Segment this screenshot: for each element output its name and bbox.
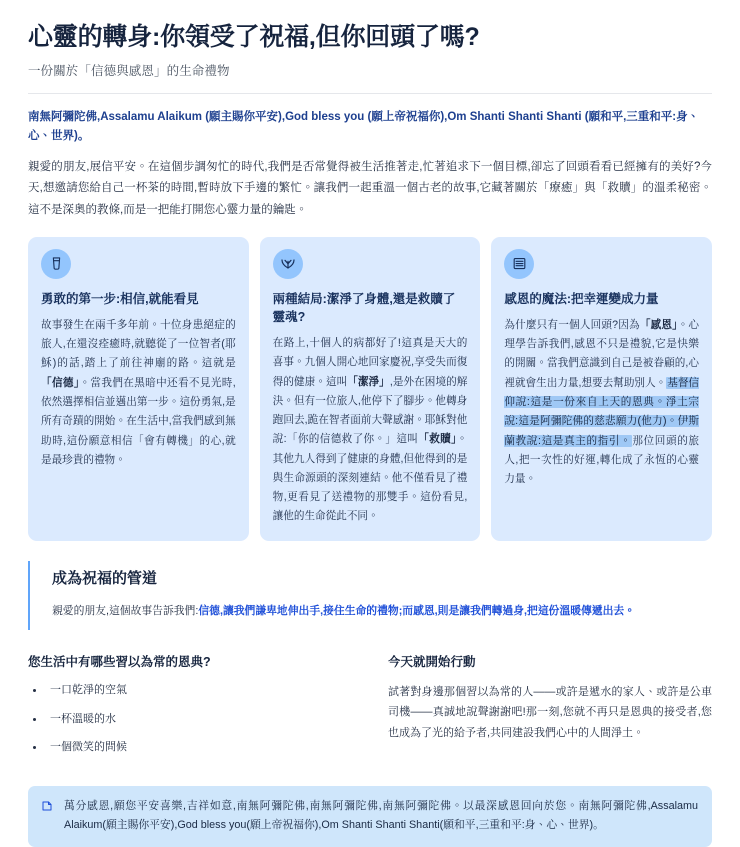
two-column-section xyxy=(28,652,712,768)
card-emphasis: 「信德」 xyxy=(41,376,80,389)
card-body xyxy=(273,334,468,527)
card-text-part: 故事發生在兩千多年前。十位身患絕症的旅人,在還沒痊癒時,就聽從了一位智者(耶穌)的話,踏上了前往神廟的路。這就是 xyxy=(41,318,236,370)
card-text-part: 。其他九人得到了健康的身體,但他得到的是與生命源頭的深刻連結。他不僅看見了禮物,更看見了送禮物的那雙手。這份看見,讓他的生命從此不同。 xyxy=(272,433,468,523)
channel-emphasis: 信德,讓我們謙卑地伸出手,接住生命的禮物;而感恩,則是讓我們轉過身,把這份溫暖傳遞出去。 xyxy=(198,604,636,617)
channel-intro: 親愛的朋友,這個故事告訴我們: xyxy=(52,604,199,617)
column-title: 您生活中有哪些習以為常的恩典? xyxy=(28,655,211,670)
card-title: 感恩的魔法:把幸運變成力量 xyxy=(504,291,659,306)
card-title: 勇敢的第一步:相信,就能看見 xyxy=(41,291,199,306)
callout-text: 萬分感恩,願您平安喜樂,吉祥如意,南無阿彌陀佛,南無阿彌陀佛,南無阿彌陀佛。以最深感恩回向於您。南無阿彌陀佛,Assalamu Alaikum(願主賜你平安),God bless you(願上帝祝福你),Om Shanti Shanti Shanti(願和平,三重和平:身、心、世界)。 xyxy=(64,799,698,832)
card-emphasis: 「感恩」 xyxy=(639,318,678,331)
channel-text xyxy=(52,602,712,620)
card-faith xyxy=(28,237,249,541)
note-icon xyxy=(41,797,53,817)
column-gratitude-list xyxy=(28,652,352,768)
card-text-part: 。心理學告訴我們,感恩不只是禮貌,它是快樂的開關。當我們意識到自己是被眷顧的,心裡就會生出力量,想要去幫助別人。 xyxy=(504,318,700,389)
channel-title: 成為祝福的管道 xyxy=(52,569,158,587)
card-body xyxy=(41,316,236,470)
card-body xyxy=(504,316,699,489)
header-divider xyxy=(28,93,712,94)
list-item: 一杯溫暖的水 xyxy=(28,711,352,729)
column-text: 試著對身邊那個習以為常的人——或許是遞水的家人、或許是公車司機——真誠地說聲謝謝吧!那一刻,您就不再只是恩典的接受者,您也成為了光的給予者,共同建設我們心中的人間淨土。 xyxy=(388,686,712,739)
cup-icon xyxy=(41,249,71,279)
wings-icon xyxy=(273,249,303,279)
blessing-callout xyxy=(28,786,712,847)
list-item: 一個微笑的問候 xyxy=(28,739,352,757)
lead-paragraph: 親愛的朋友,展信平安。在這個步調匆忙的時代,我們是否常覺得被生活推著走,忙著追求下一個目標,卻忘了回頭看看已經擁有的美好?今天,想邀請您給自己一杯茶的時間,暫時放下手邊的繁忙。讓我們一起重溫一個古老的故事,它藏著關於「療癒」與「救贖」的溫柔秘密。這不是深奧的教條,而是一把能打開您心靈力量的鑰匙。 xyxy=(28,161,712,216)
card-text-part: 那位回頭的旅人,把一次性的好運,轉化成了永恆的心靈力量。 xyxy=(504,434,700,486)
card-title: 兩種結局:潔淨了身體,還是救贖了靈魂? xyxy=(272,291,456,324)
card-text-part: 在路上,十個人的病都好了!這真是天大的喜事。九個人開心地回家慶祝,享受失而復得的健康。這叫 xyxy=(272,337,468,388)
card-text-part: 。當我們在黑暗中还看不見光時,依然選擇相信並邁出第一步。這份勇氣,是所有奇蹟的開始。在生活中,當我們感到無助時,這份願意相信「會有轉機」的心,就是最珍貴的禮物。 xyxy=(41,376,236,466)
gratitude-list xyxy=(28,682,352,757)
book-icon xyxy=(504,249,534,279)
card-text-part: ,是外在困境的解決。但有一位旅人,他停下了腳步。他轉身跑回去,跪在智者面前大聲感謝。耶穌對他說:「你的信德救了你。」這叫 xyxy=(272,375,468,446)
column-title: 今天就開始行動 xyxy=(388,655,476,670)
card-emphasis: 「潔淨」 xyxy=(347,375,390,388)
card-row xyxy=(28,237,712,541)
page-subtitle: 一份關於「信德與感恩」的生命禮物 xyxy=(28,64,230,79)
card-emphasis: 「救贖」 xyxy=(418,433,457,446)
page-title: 心靈的轉身:你領受了祝福,但你回頭了嗎? xyxy=(28,23,480,51)
card-two-endings xyxy=(260,237,481,541)
card-text-part: 為什麼只有一個人回頭?因為 xyxy=(504,318,640,331)
column-action xyxy=(388,652,712,768)
card-gratitude xyxy=(491,237,712,541)
channel-block xyxy=(28,561,712,630)
list-item: 一口乾淨的空氣 xyxy=(28,682,352,700)
greeting-line: 南無阿彌陀佛,Assalamu Alaikum (願主賜你平安),God bless you (願上帝祝福你),Om Shanti Shanti Shanti (願和平,三重和平:身、心、世界)。 xyxy=(28,111,700,142)
highlighted-text: 基督信仰說:這是一份來自上天的恩典。淨土宗說:這是阿彌陀佛的慈悲願力(他力)。伊斯蘭教說:這是真主的指引。 xyxy=(504,376,700,447)
